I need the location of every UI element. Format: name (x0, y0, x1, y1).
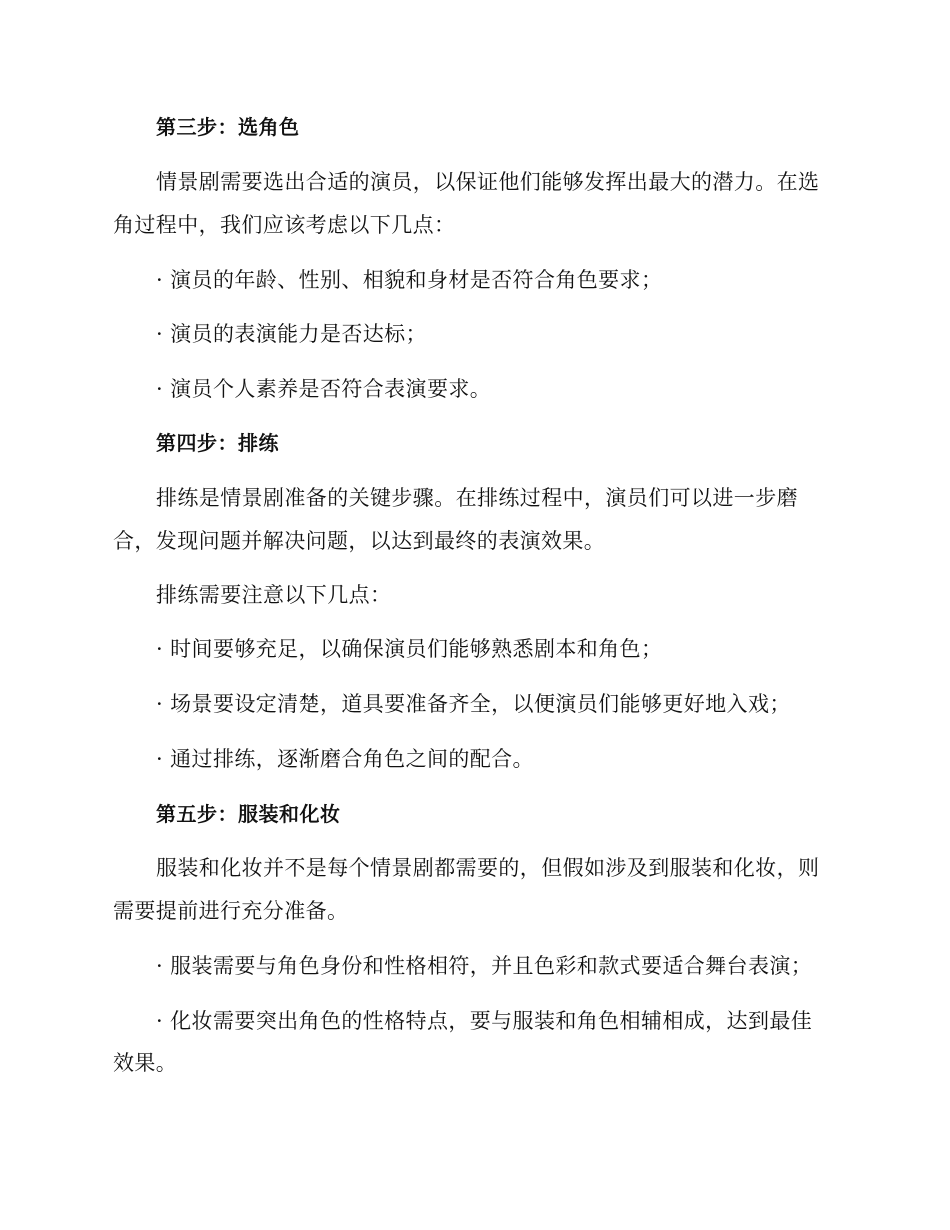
section-heading-step-four: 第四步：排练 (156, 431, 279, 455)
paragraph-line: 需要提前进行充分准备。 (113, 899, 349, 923)
bullet-item: · 化妆需要突出角色的性格特点，要与服装和角色相辅相成，达到最佳 (156, 1009, 813, 1033)
section-heading-step-three: 第三步：选角色 (156, 115, 300, 139)
paragraph-line: 服装和化妆并不是每个情景剧都需要的，但假如涉及到服装和化妆，则 (156, 856, 820, 880)
bullet-item: · 演员个人素养是否符合表演要求。 (156, 377, 492, 401)
paragraph-line: 情景剧需要选出合适的演员，以保证他们能够发挥出最大的潜力。在选 (156, 170, 820, 194)
paragraph-line: 合，发现问题并解决问题，以达到最终的表演效果。 (113, 529, 606, 553)
bullet-item: · 时间要够充足，以确保演员们能够熟悉剧本和角色； (156, 637, 663, 661)
bullet-item: · 服装需要与角色身份和性格相符，并且色彩和款式要适合舞台表演； (156, 954, 813, 978)
paragraph-line: 排练需要注意以下几点： (156, 583, 392, 607)
bullet-item: · 演员的表演能力是否达标； (156, 322, 427, 346)
bullet-item: · 场景要设定清楚，道具要准备齐全，以便演员们能够更好地入戏； (156, 692, 791, 716)
section-heading-step-five: 第五步：服装和化妆 (156, 802, 341, 826)
bullet-item: · 通过排练，逐渐磨合角色之间的配合。 (156, 747, 534, 771)
paragraph-line: 排练是情景剧准备的关键步骤。在排练过程中，演员们可以进一步磨 (156, 486, 798, 510)
bullet-item: · 演员的年龄、性别、相貌和身材是否符合角色要求； (156, 268, 663, 292)
paragraph-line: 角过程中，我们应该考虑以下几点： (113, 213, 456, 237)
paragraph-line: 效果。 (113, 1051, 178, 1075)
